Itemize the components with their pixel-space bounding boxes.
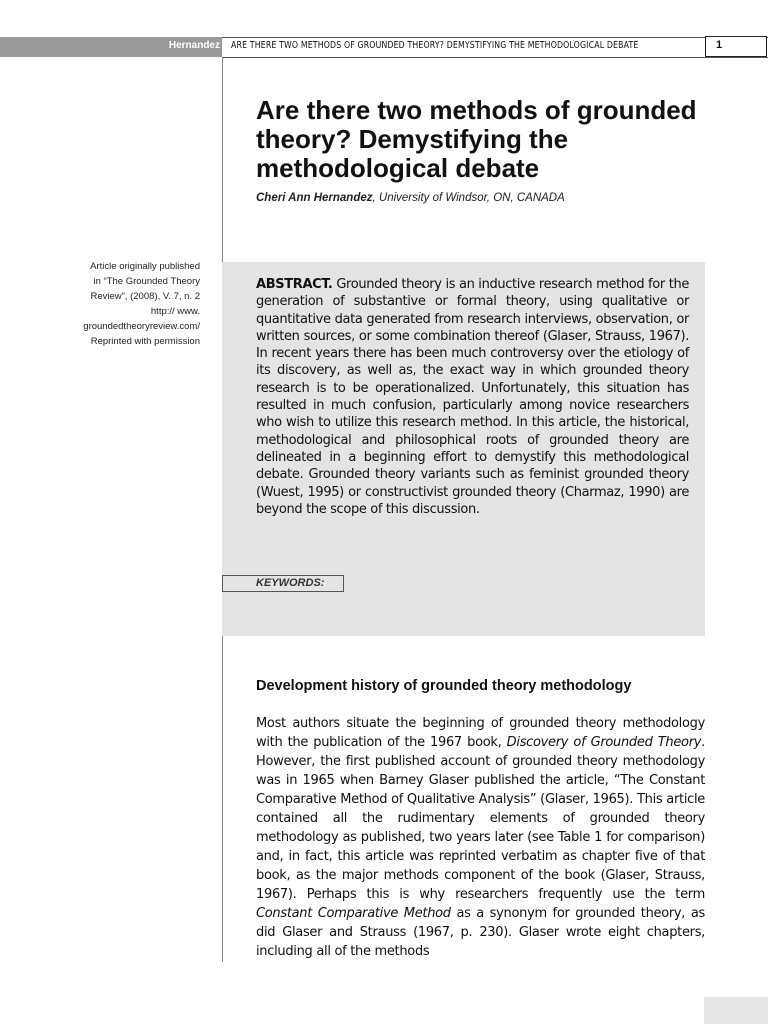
method-term: Constant Comparative Method: [256, 906, 451, 921]
header-rule-top: [222, 37, 768, 38]
publication-note-line: Review”, (2008), V. 7, n. 2: [90, 291, 200, 302]
author-name: Cheri Ann Hernandez: [256, 192, 373, 204]
publication-note-line: Reprinted with permission: [90, 336, 200, 347]
body-text-part: . However, the first published account of grounded theory methodology was in 1965 when Barney Glaser published the article, “The Constant Comparative Method of Qualitative Analysis” (Glaser, 1965). This article contained all the rudimentary elements of grounded theory methodology as published, two years later (see Table 1 for comparison) and, in fact, this article was reprinted verbatim as chapter five of that book, as the major methods component of the book (Glaser, Strauss, 1967). Perhaps this is why researchers frequently use the term: [256, 735, 705, 902]
author-affiliation: , University of Windsor, ON, CANADA: [372, 192, 565, 204]
publication-note-line: http:// www.: [150, 306, 200, 317]
page-number: 1: [716, 39, 723, 51]
book-title: Discovery of Grounded Theory: [506, 735, 702, 750]
publication-note-line: Article originally published: [90, 261, 200, 272]
section-heading: Development history of grounded theory methodology: [256, 678, 632, 694]
running-title: ARE THERE TWO METHODS OF GROUNDED THEORY? DEMYSTIFYING THE METHODOLOGICAL DEBATE: [231, 40, 639, 51]
article-title: Are there two methods of grounded theory? Demystifying the methodological debate: [256, 95, 697, 183]
body-text-part: as a synonym for grounded theory, as did Glaser and Strauss (1967, p. 230). Glaser wrote eight chapters, including all of the methods: [256, 906, 705, 959]
publication-note: [40, 259, 200, 349]
page-number-box: [705, 36, 767, 57]
publication-note-line: groundedtheoryreview.com/: [83, 321, 200, 332]
keywords-label: KEYWORDS:: [256, 577, 325, 589]
abstract-label: ABSTRACT.: [256, 277, 333, 292]
publication-note-line: in “The Grounded Theory: [93, 276, 200, 287]
author-line: [256, 192, 565, 204]
abstract-text: [256, 276, 689, 518]
header-rule-bottom: [222, 57, 768, 58]
body-text-part: Most authors situate the beginning of grounded theory methodology with the publication of the 1967 book,: [256, 716, 705, 750]
page-corner-shade: [704, 997, 768, 1024]
abstract-body: Grounded theory is an inductive research method for the generation of substantive or formal theory, using qualitative or quantitative data generated from research interviews, observation, or written sources, or some combination thereof (Glaser, Strauss, 1967). In recent years there has been much controversy over the etiology of its discovery, as well as, the exact way in which grounded theory research is to be operationalized. Unfortunately, this situation has resulted in much confusion, particularly among novice researchers who wish to utilize this research method. In this article, the historical, methodological and philosophical roots of grounded theory are delineated in a beginning effort to demystify this methodological debate. Grounded theory variants such as feminist grounded theory (Wuest, 1995) or constructivist grounded theory (Charmaz, 1990) are beyond the scope of this discussion.: [256, 277, 689, 517]
body-paragraph: [256, 714, 705, 961]
header-author: Hernandez: [168, 40, 220, 51]
